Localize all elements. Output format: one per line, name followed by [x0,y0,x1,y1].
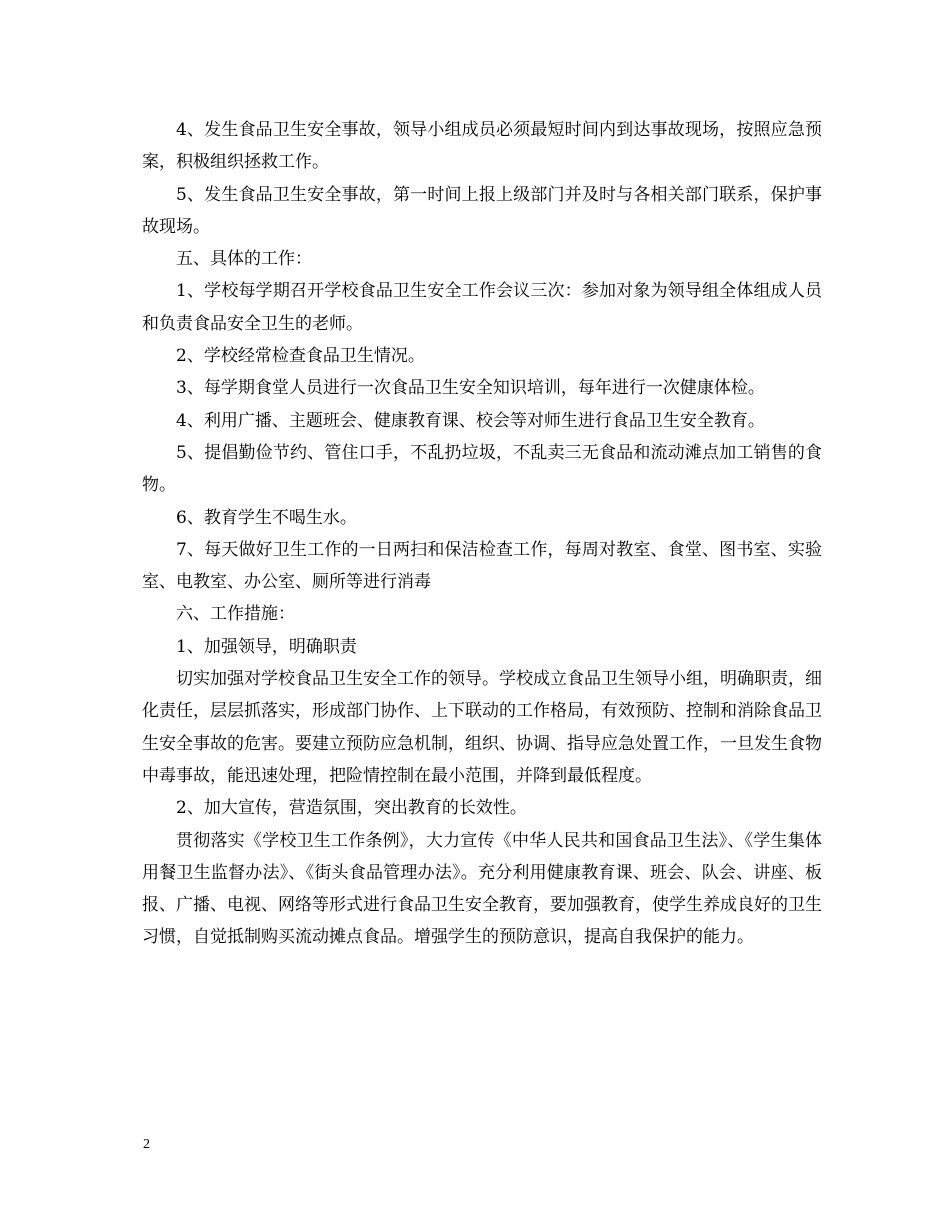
paragraph-accident-response: 4、发生食品卫生安全事故，领导小组成员必须最短时间内到达事故现场，按照应急预案，积极组织拯救工作。 [142,120,822,173]
paragraph-safety-meetings: 1、学校每学期召开学校食品卫生安全工作会议三次：参加对象为领导组全体组成人员和负责食品安全卫生的老师。 [142,281,822,334]
paragraph-leadership-details: 切实加强对学校食品卫生安全工作的领导。学校成立食品卫生领导小组，明确职责，细化责任，层层抓落实，形成部门协作、上下联动的工作格局，有效预防、控制和消除食品卫生安全事故的危害。要建立预防应急机制，组织、协调、指导应急处置工作，一旦发生食物中毒事故，能迅速处理，把险情控制在最小范围，并降到最低程度。 [142,669,822,786]
paragraph-report-superiors: 5、发生食品卫生安全事故，第一时间上报上级部门并及时与各相关部门联系，保护事故现场。 [142,184,822,237]
section-heading-specific-work: 五、具体的工作： [176,249,312,270]
paragraph-staff-training: 3、每学期食堂人员进行一次食品卫生安全知识培训，每年进行一次健康体检。 [176,378,765,399]
paragraph-daily-cleaning: 7、每天做好卫生工作的一日两扫和保洁检查工作，每周对教室、食堂、图书室、实验室、电教室、办公室、厕所等进行消毒 [142,539,822,593]
paragraph-no-raw-water: 6、教育学生不喝生水。 [176,507,357,528]
subheading-leadership: 1、加强领导，明确职责 [176,636,357,657]
section-heading-work-measures: 六、工作措施： [176,604,295,625]
paragraph-safety-education: 4、利用广播、主题班会、健康教育课、校会等对师生进行食品卫生安全教育。 [176,410,765,431]
paragraph-thrift-hygiene: 5、提倡勤俭节约、管住口手，不乱扔垃圾，不乱卖三无食品和流动滩点加工销售的食物。 [142,442,822,496]
subheading-publicity: 2、加大宣传，营造氛围，突出教育的长效性。 [176,798,527,819]
paragraph-regular-inspection: 2、学校经常检查食品卫生情况。 [176,346,425,367]
page-number: 2 [143,1137,150,1152]
document-body [142,114,822,954]
paragraph-publicity-details: 贯彻落实《学校卫生工作条例》，大力宣传《中华人民共和国食品卫生法》、《学生集体用餐卫生监督办法》、《街头食品管理办法》。充分利用健康教育课、班会、队会、讲座、板报、广播、电视、网络等形式进行食品卫生安全教育，要加强教育，使学生养成良好的卫生习惯，自觉抵制购买流动摊点食品。增强学生的预防意识，提高自我保护的能力。 [142,830,822,948]
